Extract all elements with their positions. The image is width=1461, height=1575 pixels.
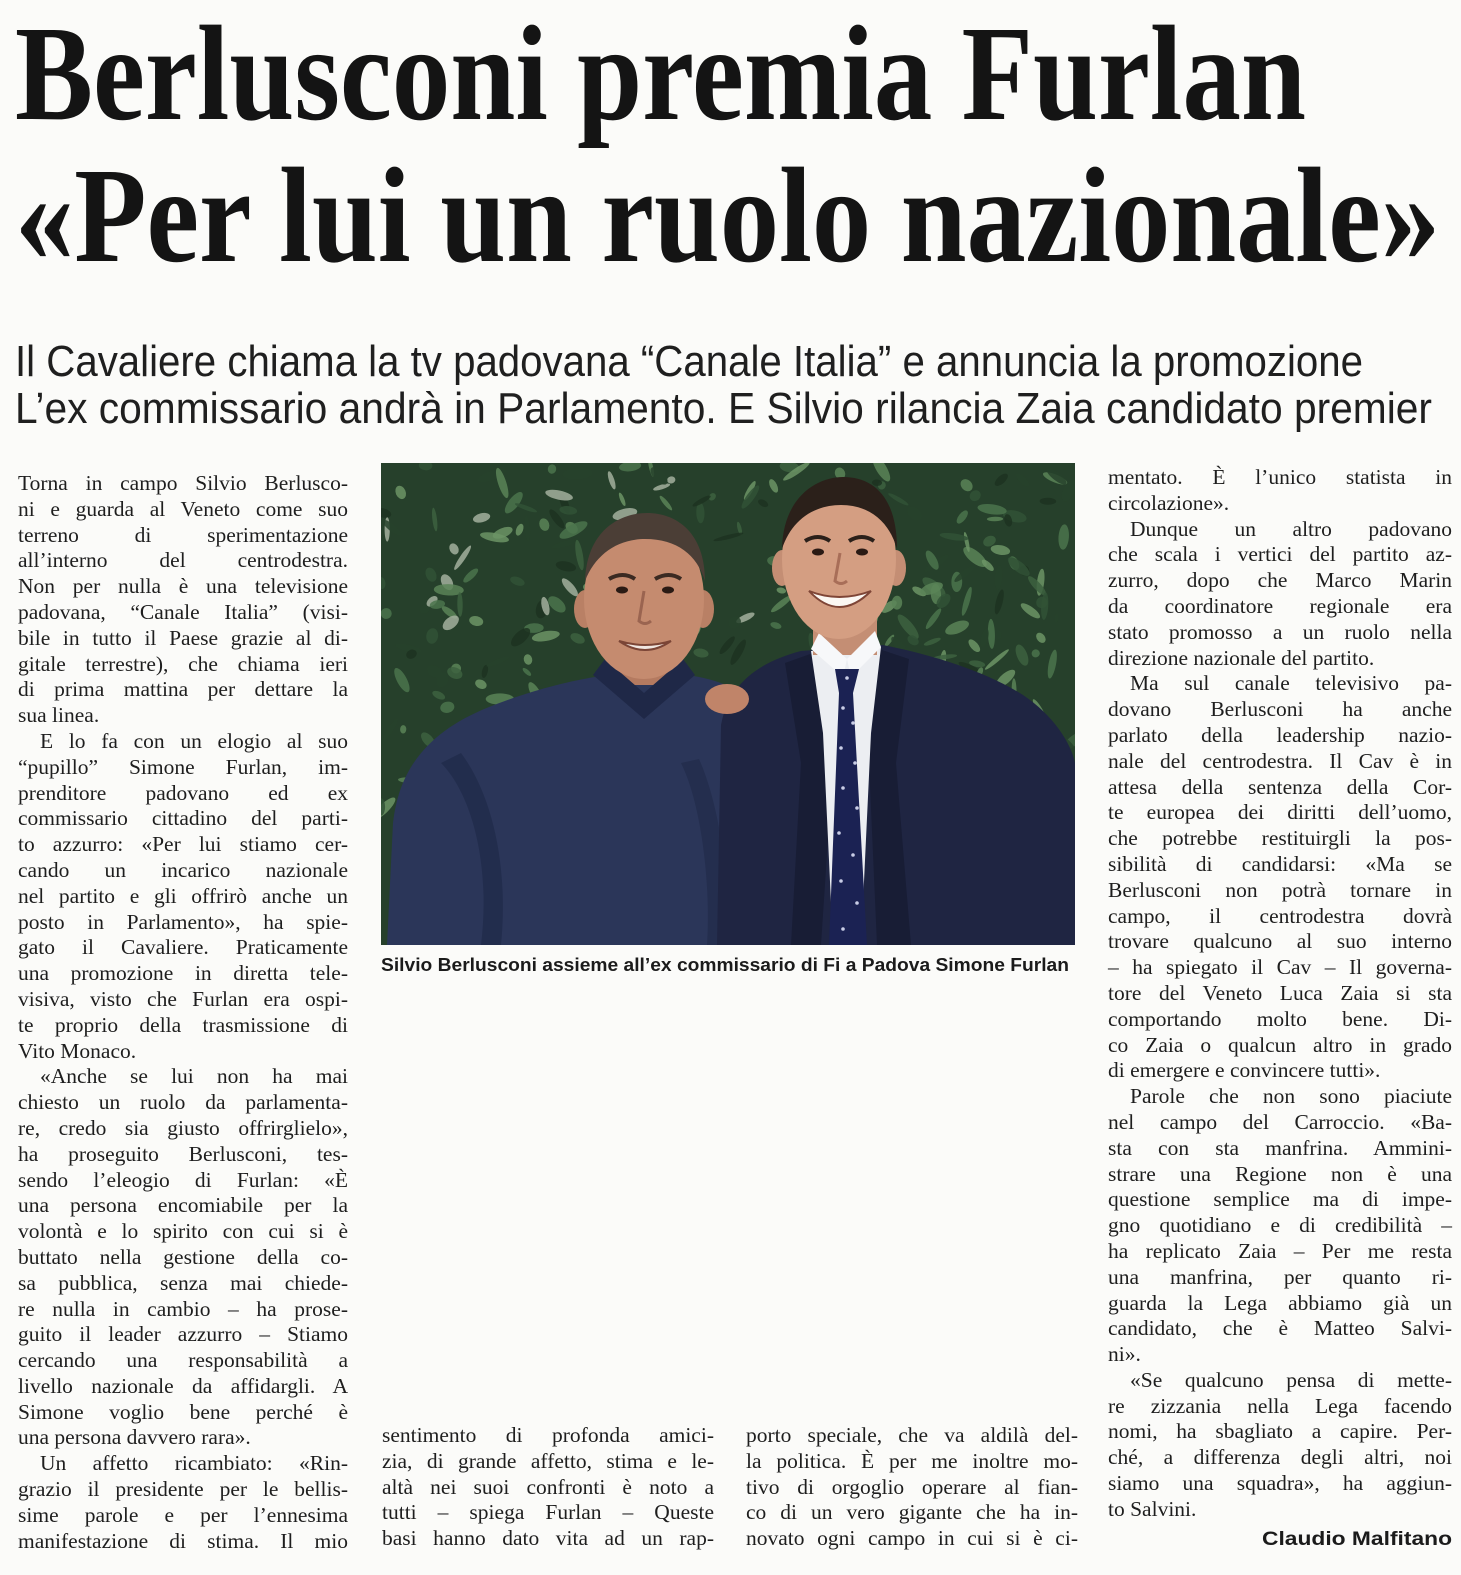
byline-text: Claudio Malfitano <box>1262 1529 1452 1550</box>
text-line-content: strare una Regione non è una <box>1108 1161 1452 1186</box>
text-line-content: manifestazione di stima. Il mio <box>18 1528 348 1553</box>
text-line <box>18 755 348 781</box>
tie-dot <box>839 746 843 750</box>
text-line <box>1108 697 1452 723</box>
text-line <box>382 1526 714 1552</box>
text-line <box>1108 1342 1452 1368</box>
text-line <box>1108 800 1452 826</box>
text-line-content: re nulla in cambio – ha prose- <box>18 1296 348 1321</box>
headline-line-1 <box>15 0 1306 149</box>
text-line <box>18 1039 348 1065</box>
text-line-content: visiva, visto che Furlan era ospi- <box>18 986 348 1011</box>
text-line-content: to azzurro: «Per lui stiamo cer- <box>18 832 348 857</box>
text-line <box>18 600 348 626</box>
tie-dot <box>853 761 857 765</box>
text-line-content: Vito Monaco. <box>18 1038 137 1063</box>
text-line-content: una promozione in diretta tele- <box>18 961 348 986</box>
eye <box>662 587 674 594</box>
tie-dot <box>855 901 859 905</box>
text-line-content: una persona encomiabile per la <box>18 1193 348 1218</box>
text-line-content: sua linea. <box>18 703 100 728</box>
text-line-content: Parole che non sono piaciute <box>1130 1084 1452 1109</box>
text-line <box>18 1322 348 1348</box>
text-line-content: cando un incarico nazionale <box>18 857 348 882</box>
text-line <box>18 884 348 910</box>
photo-caption-text: Silvio Berlusconi assieme all’ex commissario di Fi a Padova Simone Furlan <box>381 955 1069 975</box>
text-line-content: mentato. È l’unico statista in <box>1108 465 1452 489</box>
text-line-content: chiesto un ruolo da parlamenta- <box>18 1090 348 1115</box>
article-column-3 <box>746 1423 1078 1552</box>
eye <box>856 549 868 556</box>
text-line <box>746 1475 1078 1501</box>
text-line-content: nomi, ha sbagliato a capire. Per- <box>1108 1419 1452 1444</box>
text-line-content: posto in Parlamento», ha spie- <box>18 909 348 934</box>
photo-image <box>381 463 1075 945</box>
text-line <box>18 832 348 858</box>
text-line-content: te proprio della trasmissione di <box>18 1012 348 1037</box>
text-line-content: parlato della leadership nazio- <box>1108 722 1452 747</box>
text-line <box>1108 1368 1452 1394</box>
text-line-content: questione semplice ma di impe- <box>1108 1187 1452 1212</box>
text-line-content: «Anche se lui non ha mai <box>40 1064 348 1089</box>
text-line <box>18 1245 348 1271</box>
text-line <box>18 703 348 729</box>
eye <box>616 587 628 594</box>
text-line <box>18 1064 348 1090</box>
text-line-content: prenditore padovano ed ex <box>18 780 348 805</box>
text-line <box>1108 568 1452 594</box>
text-line-content: nel partito e gli offrirò anche un <box>18 883 348 908</box>
text-line <box>18 1425 348 1451</box>
photo-caption <box>381 953 1069 977</box>
subheadline-line-1 <box>15 337 1363 386</box>
text-line <box>1108 826 1452 852</box>
tie-dot <box>837 831 841 835</box>
text-line-content: te europea dei diritti dell’uomo, <box>1108 800 1452 825</box>
subheadline-text: L’ex commissario andrà in Parlamento. E Silvio rilancia Zaia candidato premier <box>15 384 1432 433</box>
paragraph <box>1108 517 1452 672</box>
text-line-content: candidato, che è Matteo Salvi- <box>1108 1316 1452 1341</box>
text-line <box>18 1297 348 1323</box>
text-line-content: la politica. È per me inoltre mo- <box>746 1448 1078 1473</box>
text-line <box>18 652 348 678</box>
text-line <box>746 1449 1078 1475</box>
text-line <box>1108 1162 1452 1188</box>
paragraph <box>18 729 348 1064</box>
text-line <box>18 1477 348 1503</box>
text-line-content: buttato nella gestione della co- <box>18 1244 348 1269</box>
article-column-4 <box>1108 465 1452 1523</box>
byline <box>1262 1528 1452 1552</box>
paragraph <box>1108 1368 1452 1523</box>
text-line-content: to Salvini. <box>1108 1496 1197 1521</box>
tie-dot <box>841 786 845 790</box>
tie-dot <box>839 879 843 883</box>
text-line <box>18 987 348 1013</box>
text-line <box>18 1142 348 1168</box>
text-line <box>746 1526 1078 1552</box>
text-line-content: sendo l’eleogio di Furlan: «È <box>18 1167 348 1192</box>
text-line-content: guito il leader azzurro – Stiamo <box>18 1322 348 1347</box>
text-line <box>18 523 348 549</box>
text-line-content: grazio il presidente per le bellis- <box>18 1477 348 1502</box>
text-line-content: re zizzania nella Lega facendo <box>1108 1393 1452 1418</box>
text-line <box>1108 1187 1452 1213</box>
text-line <box>1108 852 1452 878</box>
text-line <box>18 858 348 884</box>
subheadline-text: Il Cavaliere chiama la tv padovana “Canale Italia” e annuncia la promozione <box>15 337 1363 386</box>
text-line-content: tore del Veneto Luca Zaia si sta <box>1108 980 1452 1005</box>
paragraph <box>382 1423 714 1552</box>
text-line-content: tutti – spiega Furlan – Queste <box>382 1500 714 1525</box>
text-line <box>1108 929 1452 955</box>
text-line <box>382 1423 714 1449</box>
text-line <box>18 574 348 600</box>
text-line <box>1108 1239 1452 1265</box>
headline-line-2 <box>15 141 1440 291</box>
text-line-content: Ma sul canale televisivo pa- <box>1130 671 1452 696</box>
text-line-content: stato promosso a un ruolo nella <box>1108 619 1452 644</box>
text-line-content: che scala i vertici del partito az- <box>1108 542 1452 567</box>
text-line <box>18 935 348 961</box>
text-line-content: nale del centrodestra. Il Cav è in <box>1108 748 1452 773</box>
text-line-content: Berlusconi non potrà tornare in <box>1108 877 1452 902</box>
text-line-content: padovana, “Canale Italia” (visi- <box>18 599 348 624</box>
text-line-content: ché, a differenza degli altri, noi <box>1108 1445 1452 1470</box>
text-line <box>18 471 348 497</box>
text-line-content: di prima mattina per dettare la <box>18 677 348 702</box>
text-line <box>1108 775 1452 801</box>
text-line <box>18 806 348 832</box>
text-line <box>18 1400 348 1426</box>
text-line <box>1108 955 1452 981</box>
text-line <box>18 626 348 652</box>
text-line-content: direzione nazionale del partito. <box>1108 645 1375 670</box>
text-line <box>1108 465 1452 491</box>
text-line <box>1108 878 1452 904</box>
text-line <box>1108 1110 1452 1136</box>
text-line <box>1108 1445 1452 1471</box>
text-line-content: sime parole e per l’ennesima <box>18 1502 348 1527</box>
text-line <box>1108 1291 1452 1317</box>
text-line <box>18 1219 348 1245</box>
text-line-content: ha proseguito Berlusconi, tes- <box>18 1141 348 1166</box>
text-line <box>18 1529 348 1555</box>
hand <box>705 684 749 714</box>
text-line-content: nel campo del Carroccio. «Ba- <box>1108 1109 1452 1134</box>
text-line-content: cercando una responsabilità a <box>18 1348 348 1373</box>
text-line-content: «Se qualcuno pensa di mette- <box>1130 1367 1452 1392</box>
text-line-content: Un affetto ricambiato: «Rin- <box>40 1451 348 1476</box>
text-line-content: – ha spiegato il Cav – Il governa- <box>1108 955 1452 980</box>
text-line-content: E lo fa con un elogio al suo <box>40 728 348 753</box>
text-line <box>746 1423 1078 1449</box>
text-line-content: Simone voglio bene perché è <box>18 1399 348 1424</box>
text-line <box>1108 749 1452 775</box>
tie-dot <box>851 853 855 857</box>
text-line <box>18 781 348 807</box>
text-line <box>1108 1084 1452 1110</box>
text-line-content: commissario cittadino del parti- <box>18 806 348 831</box>
text-line <box>18 1503 348 1529</box>
article-column-1 <box>18 471 348 1554</box>
text-line-content: Torna in campo Silvio Berlusco- <box>18 471 348 495</box>
text-line-content: Non per nulla è una televisione <box>18 574 348 599</box>
text-line <box>18 1193 348 1219</box>
text-line <box>1108 1419 1452 1445</box>
text-line <box>1108 542 1452 568</box>
text-line-content: una persona davvero rara». <box>18 1425 251 1450</box>
tie-dot <box>841 927 845 931</box>
text-line <box>1108 1058 1452 1084</box>
text-line <box>746 1500 1078 1526</box>
tie-dot <box>855 806 859 810</box>
text-line-content: sentimento di profonda amici- <box>382 1423 714 1447</box>
text-line <box>1108 1136 1452 1162</box>
text-line-content: co di un vero gigante che ha in- <box>746 1500 1078 1525</box>
text-line <box>18 677 348 703</box>
text-line <box>1108 1033 1452 1059</box>
text-line <box>1108 1394 1452 1420</box>
text-line <box>18 1348 348 1374</box>
tie-dot <box>851 721 855 725</box>
text-line-content: bile in tutto il Paese grazie al di- <box>18 625 348 650</box>
text-line <box>18 548 348 574</box>
text-line-content: attesa della sentenza della Cor- <box>1108 774 1452 799</box>
text-line <box>382 1475 714 1501</box>
text-line-content: “pupillo” Simone Furlan, im- <box>18 754 348 779</box>
text-line-content: di emergere e convincere tutti». <box>1108 1058 1381 1083</box>
text-line-content: comportando molto bene. Di- <box>1108 1006 1452 1031</box>
text-line <box>1108 646 1452 672</box>
text-line-content: altà nei suoi confronti è noto a <box>382 1474 714 1499</box>
text-line <box>1108 1007 1452 1033</box>
text-line <box>1108 594 1452 620</box>
text-line <box>18 1116 348 1142</box>
text-line-content: sa pubblica, senza mai chiede- <box>18 1270 348 1295</box>
text-line-content: da coordinatore regionale era <box>1108 593 1452 618</box>
text-line <box>18 1271 348 1297</box>
text-line <box>1108 1213 1452 1239</box>
text-line-content: ni e guarda al Veneto come suo <box>18 496 348 521</box>
text-line-content: co Zaia o qualcun altro in grado <box>1108 1032 1452 1057</box>
text-line-content: sibilità di candidarsi: «Ma se <box>1108 851 1452 876</box>
text-line-content: tivo di orgoglio operare al fian- <box>746 1474 1078 1499</box>
paragraph <box>18 1451 348 1554</box>
text-line <box>18 961 348 987</box>
text-line-content: porto speciale, che va aldilà del- <box>746 1423 1078 1447</box>
text-line <box>382 1500 714 1526</box>
text-line-content: ni». <box>1108 1342 1141 1367</box>
text-line-content: basi hanno dato vita ad un rap- <box>382 1526 714 1551</box>
text-line-content: terreno di sperimentazione <box>18 522 348 547</box>
text-line-content: una manfrina, per quanto ri- <box>1108 1264 1452 1289</box>
eye <box>812 549 824 556</box>
text-line <box>18 1451 348 1477</box>
text-line-content: Dunque un altro padovano <box>1130 516 1452 541</box>
text-line-content: dovano Berlusconi ha anche <box>1108 697 1452 722</box>
text-line <box>1108 1497 1452 1523</box>
paragraph <box>18 1064 348 1451</box>
text-line-content: gitale terrestre), che chiama ieri <box>18 651 348 676</box>
text-line-content: trovare qualcuno al suo interno <box>1108 929 1452 954</box>
text-line-content: zurro, dopo che Marco Marin <box>1108 568 1452 593</box>
text-line-content: all’interno del centrodestra. <box>18 548 348 573</box>
paragraph <box>746 1423 1078 1552</box>
article-photo <box>381 463 1075 945</box>
text-line <box>382 1449 714 1475</box>
text-line <box>1108 620 1452 646</box>
text-line <box>18 910 348 936</box>
text-line-content: gno quotidiano e di credibilità – <box>1108 1213 1452 1238</box>
text-line <box>1108 723 1452 749</box>
tie-dot <box>845 676 849 680</box>
text-line <box>1108 671 1452 697</box>
text-line <box>1108 491 1452 517</box>
text-line-content: siamo una squadra», ha aggiun- <box>1108 1471 1452 1496</box>
text-line-content: zia, di grande affetto, stima e le- <box>382 1448 714 1473</box>
subheadline-line-2 <box>15 384 1432 433</box>
text-line <box>18 1168 348 1194</box>
paragraph <box>1108 1084 1452 1368</box>
text-line <box>18 729 348 755</box>
text-line <box>1108 904 1452 930</box>
text-line-content: re, credo sia giusto offrirglielo», <box>18 1115 348 1140</box>
paragraph <box>18 471 348 729</box>
text-line-content: volontà e lo spirito con cui si è <box>18 1219 348 1244</box>
text-line-content: livello nazionale da affidargli. A <box>18 1373 348 1398</box>
text-line-content: circolazione». <box>1108 490 1230 515</box>
text-line-content: novato ogni campo in cui si è ci- <box>746 1526 1078 1551</box>
text-line <box>18 1013 348 1039</box>
text-line-content: gato il Cavaliere. Praticamente <box>18 935 348 960</box>
text-line <box>18 1090 348 1116</box>
headline-text: Berlusconi premia Furlan <box>15 0 1306 149</box>
text-line <box>1108 981 1452 1007</box>
text-line <box>1108 1316 1452 1342</box>
text-line <box>18 1374 348 1400</box>
article-column-2 <box>382 1423 714 1552</box>
text-line-content: guarda la Lega abbiamo già un <box>1108 1290 1452 1315</box>
paragraph <box>1108 671 1452 1084</box>
text-line-content: ha replicato Zaia – Per me resta <box>1108 1238 1452 1263</box>
text-line <box>1108 517 1452 543</box>
tie-dot <box>841 706 845 710</box>
text-line-content: sta con sta manfrina. Ammini- <box>1108 1135 1452 1160</box>
text-line-content: che potrebbe restituirgli la pos- <box>1108 826 1452 851</box>
text-line <box>18 497 348 523</box>
paragraph <box>1108 465 1452 517</box>
headline-text: «Per lui un ruolo nazionale» <box>15 141 1440 291</box>
text-line-content: campo, il centrodestra dovrà <box>1108 903 1452 928</box>
text-line <box>1108 1265 1452 1291</box>
text-line <box>1108 1471 1452 1497</box>
